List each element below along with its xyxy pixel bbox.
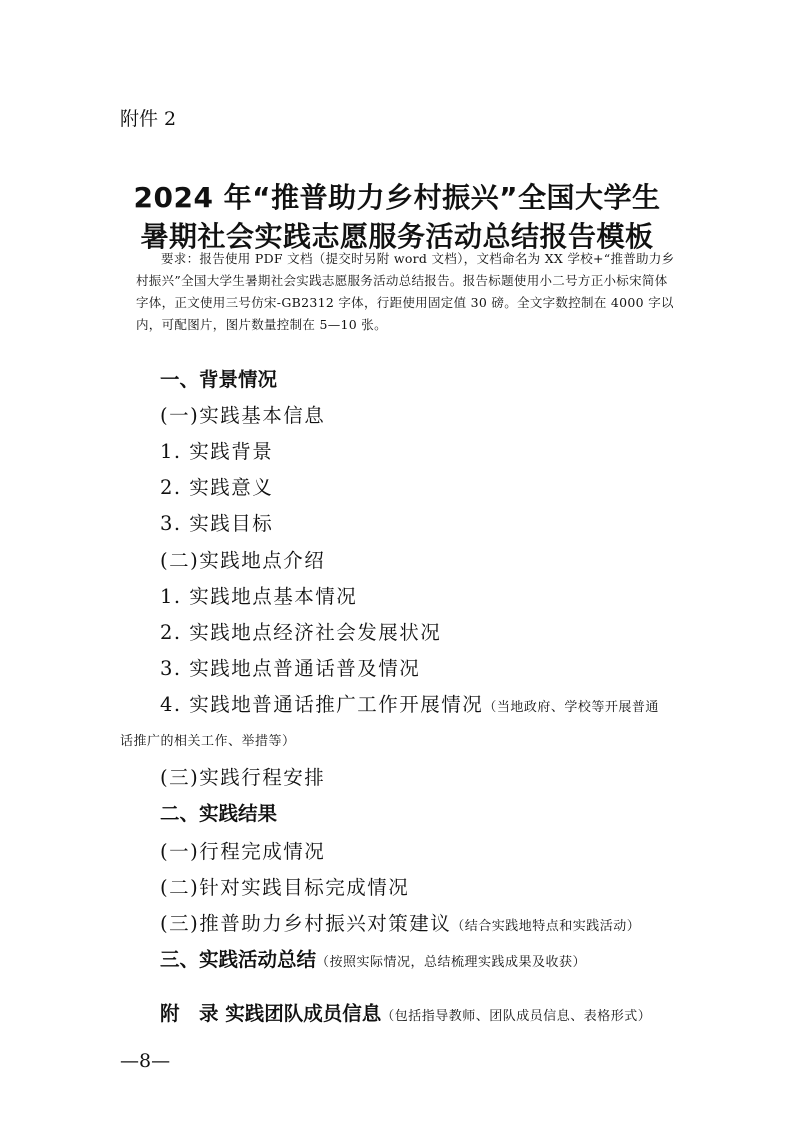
item-1-1-2: 2. 实践意义 — [160, 476, 274, 499]
subsection-1-3: (三)实践行程安排 — [160, 766, 326, 789]
appendix-heading: 附 录 实践团队成员信息 — [160, 1002, 382, 1025]
requirements-note: 要求：报告使用 PDF 文档（提交时另附 word 文档），文档命名为 XX 学校+“推普助力乡村振兴”全国大学生暑期社会实践志愿服务活动总结报告。报告标题使用小二号方正小标宋简体字体，正文使用三号仿宋-GB2312 字体，行距使用固定值 30 磅。全文字数控制在 4000 字以内，可配图片，图片数量控制在 5—10 张。 — [136, 251, 675, 332]
title-line-1: 2024 年“推普助力乡村振兴”全国大学生 — [133, 181, 661, 214]
item-1-1-3: 3. 实践目标 — [160, 512, 274, 535]
section-heading-3: 三、实践活动总结 — [160, 948, 317, 971]
subsection-2-3: (三)推普助力乡村振兴对策建议 — [160, 912, 452, 935]
section-heading-3-line — [160, 944, 586, 972]
section-heading-1: 一、背景情况 — [160, 368, 278, 391]
item-1-2-2: 2. 实践地点经济社会发展状况 — [160, 621, 442, 644]
item-1-2-4-note-continued: 话推广的相关工作、举措等） — [120, 734, 296, 749]
subsection-2-3-note: （结合实践地特点和实践活动） — [451, 919, 641, 934]
subsection-2-3-line — [160, 908, 640, 936]
subsection-1-2: (二)实践地点介绍 — [160, 549, 326, 572]
item-1-2-1: 1. 实践地点基本情况 — [160, 585, 358, 608]
subsection-1-1: (一)实践基本信息 — [160, 404, 326, 427]
item-1-2-4-line — [160, 689, 659, 717]
section-heading-2: 二、实践结果 — [160, 802, 278, 825]
attachment-label: 附件 2 — [120, 108, 177, 130]
subsection-2-2: (二)针对实践目标完成情况 — [160, 876, 410, 899]
item-1-2-4-note: （当地政府、学校等开展普通 — [483, 700, 659, 715]
item-1-2-3: 3. 实践地点普通话普及情况 — [160, 657, 421, 680]
item-1-1-1: 1. 实践背景 — [160, 440, 274, 463]
appendix-note: （包括指导教师、团队成员信息、表格形式） — [381, 1009, 652, 1024]
title-line-2: 暑期社会实践志愿服务活动总结报告模板 — [140, 220, 654, 253]
appendix-line — [160, 998, 651, 1026]
item-1-2-4: 4. 实践地普通话推广工作开展情况 — [160, 693, 484, 716]
subsection-2-1: (一)行程完成情况 — [160, 840, 326, 863]
page-number: —8— — [120, 1050, 171, 1072]
section-heading-3-note: （按照实际情况，总结梳理实践成果及收获） — [316, 955, 587, 970]
